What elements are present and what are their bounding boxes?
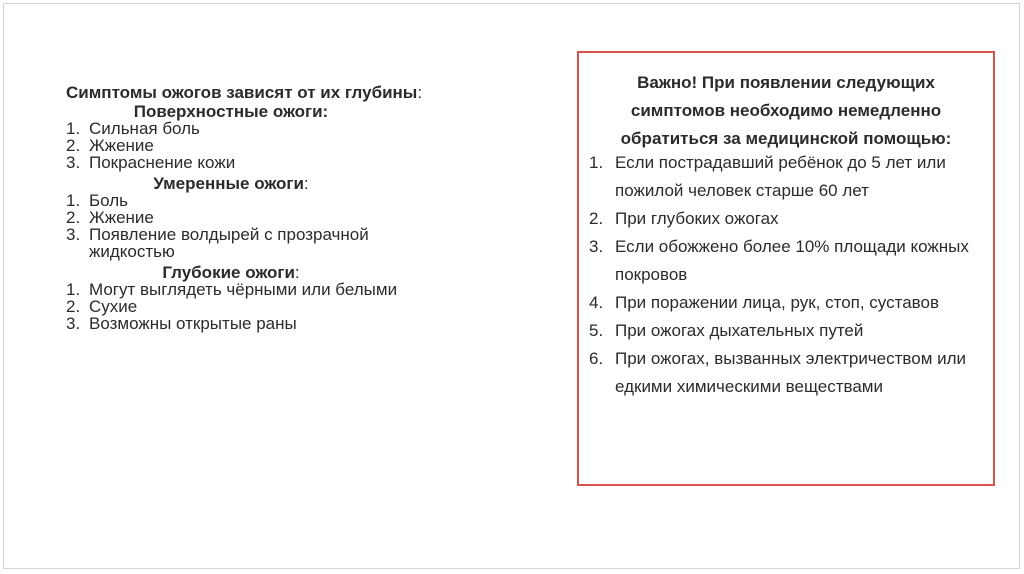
- list-item: [66, 315, 426, 332]
- list-item: [589, 205, 985, 233]
- list-item: [66, 298, 426, 315]
- list-number: 1.: [66, 119, 81, 138]
- list-number: 3.: [589, 237, 604, 256]
- notice-title-line: обратиться за медицинской помощью:: [620, 129, 952, 148]
- list-number: 1.: [66, 191, 81, 210]
- list-item-text: При ожогах дыхательных путей: [615, 321, 864, 340]
- list-number: 1.: [66, 280, 81, 299]
- list-item-text: Жжение: [89, 136, 154, 155]
- important-notice-title: [579, 69, 993, 153]
- section-title-superficial: [66, 103, 396, 120]
- list-number: 4.: [589, 293, 604, 312]
- list-item: [66, 120, 426, 137]
- deep-burns-list: [66, 281, 486, 332]
- list-number: 2.: [66, 136, 81, 155]
- list-item: [589, 149, 985, 205]
- section-title-text: Умеренные ожоги: [153, 174, 304, 193]
- list-item-text: При глубоких ожогах: [615, 209, 779, 228]
- symptoms-heading-colon: :: [417, 83, 423, 102]
- list-number: 2.: [66, 297, 81, 316]
- list-item-text: Могут выглядеть чёрными или белыми: [89, 280, 398, 299]
- section-title-text: Поверхностные ожоги: [133, 102, 323, 121]
- list-number: 2.: [66, 208, 81, 227]
- symptoms-heading-text: Симптомы ожогов зависят от их глубины: [66, 83, 418, 102]
- important-notice-box: [577, 51, 995, 486]
- list-item: [66, 137, 426, 154]
- list-number: 1.: [589, 153, 604, 172]
- list-item-text: Боль: [89, 191, 129, 210]
- superficial-burns-list: [66, 120, 486, 171]
- emergency-criteria-list: [589, 149, 985, 401]
- section-title-deep: [66, 264, 396, 281]
- list-item-text: Сухие: [89, 297, 138, 316]
- list-item-text: Сильная боль: [89, 119, 200, 138]
- list-item: [66, 226, 426, 260]
- list-number: 3.: [66, 153, 81, 172]
- list-item-text: Если пострадавший ребёнок до 5 лет или пожилой человек старше 60 лет: [615, 153, 946, 200]
- list-item-text: Жжение: [89, 208, 154, 227]
- list-number: 2.: [589, 209, 604, 228]
- list-item: [66, 154, 426, 171]
- section-title-colon: :: [294, 263, 300, 282]
- list-item: [589, 317, 985, 345]
- list-item-text: Возможны открытые раны: [89, 314, 297, 333]
- list-number: 6.: [589, 349, 604, 368]
- notice-title-line: Важно! При появлении следующих: [637, 73, 935, 92]
- list-number: 5.: [589, 321, 604, 340]
- list-item-text: При поражении лица, рук, стоп, суставов: [615, 293, 939, 312]
- section-title-colon: :: [303, 174, 309, 193]
- section-title-text: Глубокие ожоги: [162, 263, 295, 282]
- list-item: [66, 209, 426, 226]
- list-item-text: Покраснение кожи: [89, 153, 236, 172]
- list-item: [589, 345, 985, 401]
- list-item: [589, 233, 985, 289]
- list-item-text: Если обожжено более 10% площади кожных покровов: [615, 237, 969, 284]
- symptoms-heading: [66, 84, 486, 101]
- list-item: [66, 281, 426, 298]
- notice-title-line: симптомов необходимо немедленно: [630, 101, 942, 120]
- list-item: [66, 192, 426, 209]
- list-number: 3.: [66, 225, 81, 244]
- burn-symptoms-column: [66, 84, 486, 332]
- moderate-burns-list: [66, 192, 486, 260]
- list-item-text: При ожогах, вызванных электричеством или едкими химическими веществами: [615, 349, 967, 396]
- list-number: 3.: [66, 314, 81, 333]
- list-item-text: Появление волдырей с прозрачной жидкостью: [89, 225, 369, 261]
- section-title-colon: :: [322, 102, 329, 121]
- list-item: [589, 289, 985, 317]
- section-title-moderate: [66, 175, 396, 192]
